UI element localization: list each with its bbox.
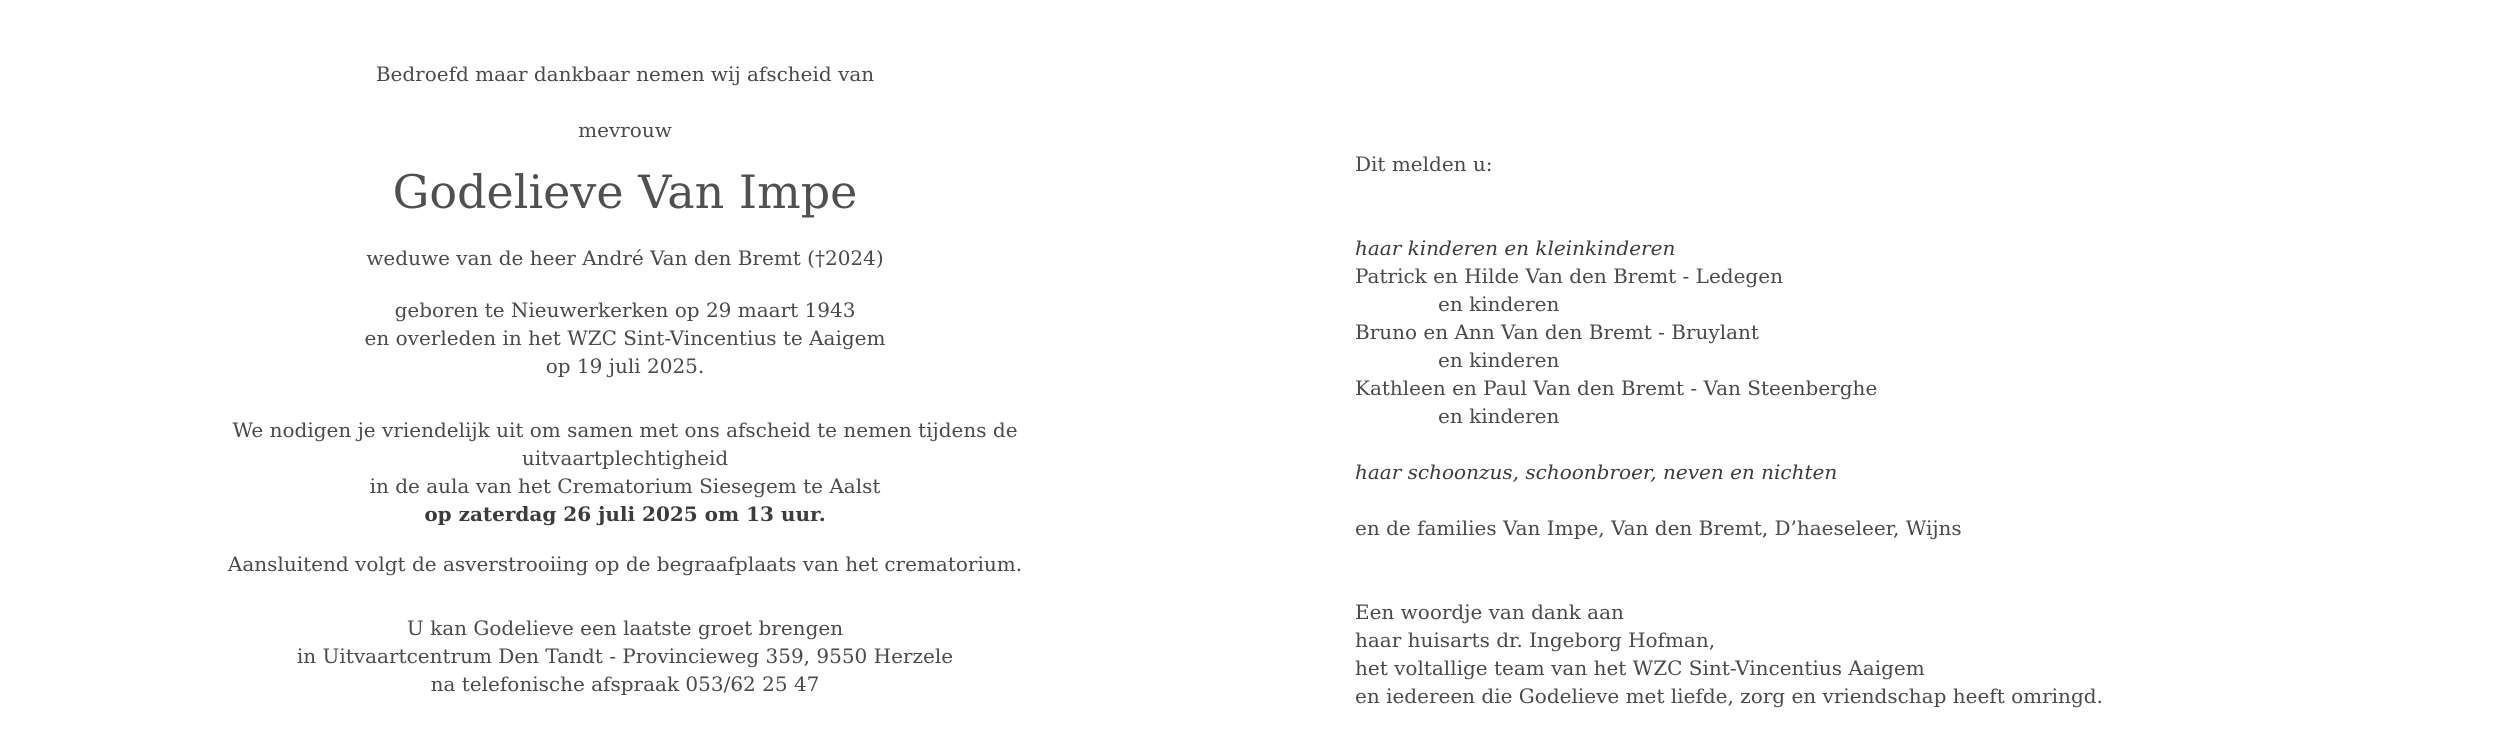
visit-line: U kan Godelieve een laatste groet brengen xyxy=(406,616,844,640)
visit-block xyxy=(150,614,1100,698)
invitation-block xyxy=(150,416,1100,528)
left-page xyxy=(150,60,1100,698)
venue-line: in de aula van het Crematorium Siesegem te Aalst xyxy=(369,474,881,498)
inlaws-heading: haar schoonzus, schoonbroer, neven en nichten xyxy=(1355,460,1838,484)
thanks-line: het voltallige team van het WZC Sint-Vincentius Aaigem xyxy=(1355,656,1925,680)
children-heading: haar kinderen en kleinkinderen xyxy=(1355,236,1676,260)
intro-text: Bedroefd maar dankbaar nemen wij afscheid van xyxy=(375,62,875,86)
born-line: geboren te Nieuwerkerken op 29 maart 1943 xyxy=(394,298,856,322)
birth-death-block xyxy=(150,296,1100,380)
phone-line: na telefonische afspraak 053/62 25 47 xyxy=(430,672,820,696)
thanks-line: en iedereen die Godelieve met liefde, zorg en vriendschap heeft omringd. xyxy=(1355,684,2103,708)
deceased-name: Godelieve Van Impe xyxy=(392,165,858,219)
grandchildren-line: en kinderen xyxy=(1438,404,1560,428)
salutation: mevrouw xyxy=(578,118,672,142)
grandchildren-line: en kinderen xyxy=(1438,348,1560,372)
announcement-heading: Dit melden u: xyxy=(1355,152,1493,176)
ash-scattering-line: Aansluitend volgt de asverstrooiing op de begraafplaats van het crematorium. xyxy=(227,552,1023,576)
child-couple: Patrick en Hilde Van den Bremt - Ledegen xyxy=(1355,264,1783,288)
widow-line: weduwe van de heer André Van den Bremt (†2024) xyxy=(366,246,884,270)
right-page xyxy=(1355,150,2255,710)
thanks-block xyxy=(1355,598,2255,710)
invite-line: We nodigen je vriendelijk uit om samen met ons afscheid te nemen tijdens de uitvaartplechtigheid xyxy=(232,418,1018,470)
thanks-line: haar huisarts dr. Ingeborg Hofman, xyxy=(1355,628,1716,652)
died-date-line: op 19 juli 2025. xyxy=(545,354,705,378)
child-couple: Bruno en Ann Van den Bremt - Bruylant xyxy=(1355,320,1759,344)
families-line: en de families Van Impe, Van den Bremt, D’haeseleer, Wijns xyxy=(1355,516,1962,540)
child-couple: Kathleen en Paul Van den Bremt - Van Steenberghe xyxy=(1355,376,1878,400)
died-line: en overleden in het WZC Sint-Vincentius te Aaigem xyxy=(364,326,886,350)
thanks-line: Een woordje van dank aan xyxy=(1355,600,1624,624)
ceremony-date: op zaterdag 26 juli 2025 om 13 uur. xyxy=(424,502,826,526)
funeral-home-line: in Uitvaartcentrum Den Tandt - Provincieweg 359, 9550 Herzele xyxy=(296,644,954,668)
grandchildren-line: en kinderen xyxy=(1438,292,1560,316)
